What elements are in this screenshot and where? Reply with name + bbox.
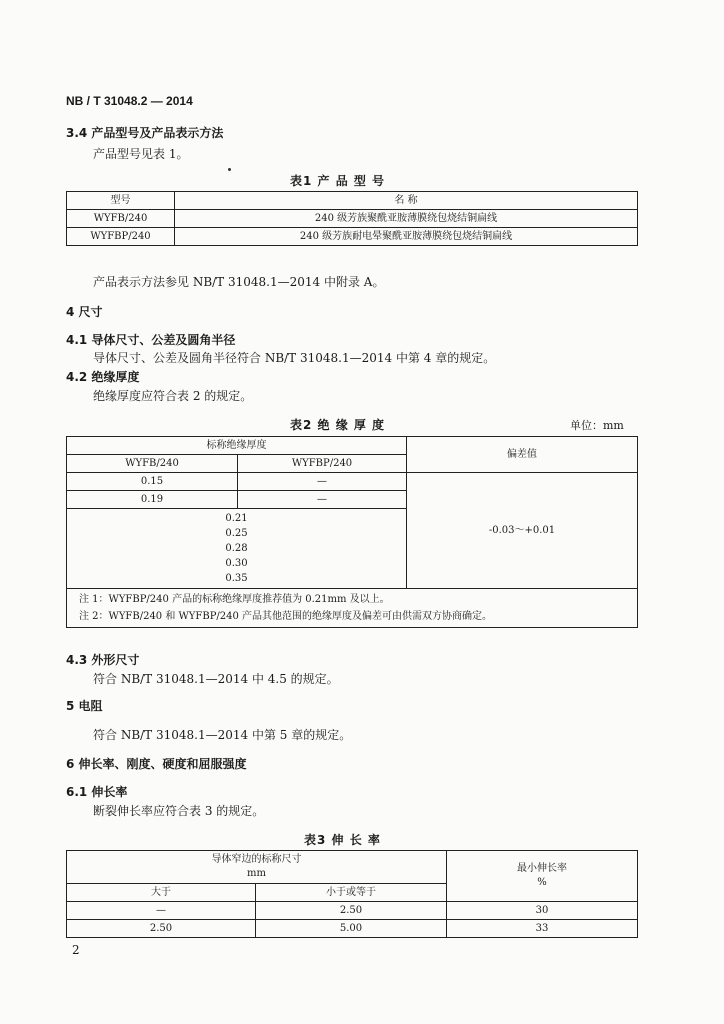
table3-col-lesser: 小于或等于 <box>256 884 447 902</box>
table2-col-wyfbp: WYFBP/240 <box>238 455 407 473</box>
table2-group-header: 标称绝缘厚度 <box>67 437 407 455</box>
section-4-1-text: 导体尺寸、公差及圆角半径符合 NB/T 31048.1—2014 中第 4 章的规定。 <box>93 351 496 365</box>
table1-cell: 240 级芳族耐电晕聚酰亚胺薄膜绕包烧结铜扁线 <box>175 228 638 246</box>
table3-group-unit: mm <box>247 868 266 879</box>
table3-col-greater: 大于 <box>67 884 256 902</box>
elongation-table <box>66 850 638 938</box>
section-4-2-title: 4.2 绝缘厚度 <box>66 370 140 384</box>
table3-cell: 2.50 <box>67 920 256 938</box>
section-4-3-text: 符合 NB/T 31048.1—2014 中 4.5 的规定。 <box>93 672 339 686</box>
table1-header-model: 型号 <box>67 192 175 210</box>
table3-group-header <box>67 851 447 884</box>
table2-shared-value: 0.28 <box>225 543 248 554</box>
product-model-table <box>66 191 638 246</box>
section-6-title: 6 伸长率、刚度、硬度和屈服强度 <box>66 757 247 771</box>
table1-cell: 240 级芳族聚酰亚胺薄膜绕包烧结铜扁线 <box>175 210 638 228</box>
section-5-text: 符合 NB/T 31048.1—2014 中第 5 章的规定。 <box>93 728 352 742</box>
table1-cell: WYFB/240 <box>67 210 175 228</box>
section-6-1-text: 断裂伸长率应符合表 3 的规定。 <box>93 804 265 818</box>
table2-caption: 表2 绝 缘 厚 度 <box>290 418 386 432</box>
table3-min-label: 最小伸长率 <box>517 863 567 874</box>
table2-col-wyfb: WYFB/240 <box>67 455 238 473</box>
table3-cell: 30 <box>447 902 638 920</box>
page-number: 2 <box>72 943 80 957</box>
table3-caption: 表3 伸 长 率 <box>304 833 381 847</box>
table3-cell: 33 <box>447 920 638 938</box>
section-4-3-title: 4.3 外形尺寸 <box>66 653 140 667</box>
table2-shared-value: 0.25 <box>225 528 248 539</box>
table1-caption: 表1 产 品 型 号 <box>290 174 386 188</box>
table3-group-label: 导体窄边的标称尺寸 <box>211 854 302 865</box>
table2-shared-value: 0.35 <box>225 573 248 584</box>
table2-shared-value: 0.30 <box>225 558 248 569</box>
section-3-4-text: 产品型号见表 1。 <box>93 147 189 161</box>
section-5-title: 5 电阻 <box>66 699 103 713</box>
table2-deviation-value: -0.03～+0.01 <box>407 473 638 589</box>
table3-min-unit: % <box>537 877 547 888</box>
section-4-title: 4 尺寸 <box>66 305 103 319</box>
table2-cell: — <box>238 473 407 491</box>
scan-speck <box>228 168 231 171</box>
table3-cell: — <box>67 902 256 920</box>
representation-text: 产品表示方法参见 NB/T 31048.1—2014 中附录 A。 <box>93 275 385 289</box>
table3-cell: 2.50 <box>256 902 447 920</box>
section-6-1-title: 6.1 伸长率 <box>66 785 128 799</box>
document-header: NB / T 31048.2 — 2014 <box>66 94 193 108</box>
table2-cell: 0.15 <box>67 473 238 491</box>
section-3-4-title: 3.4 产品型号及产品表示方法 <box>66 126 224 140</box>
table2-shared-value: 0.21 <box>225 513 248 524</box>
table2-unit: 单位：mm <box>570 419 624 432</box>
table2-note-2: 注 2：WYFB/240 和 WYFBP/240 产品其他范围的绝缘厚度及偏差可由供需双方协商确定。 <box>79 611 493 622</box>
table2-cell: — <box>238 491 407 509</box>
table1-cell: WYFBP/240 <box>67 228 175 246</box>
table3-cell: 5.00 <box>256 920 447 938</box>
section-4-1-title: 4.1 导体尺寸、公差及圆角半径 <box>66 333 236 347</box>
table2-shared-values <box>67 509 407 589</box>
table1-header-name: 名 称 <box>175 192 638 210</box>
section-4-2-text: 绝缘厚度应符合表 2 的规定。 <box>93 389 253 403</box>
table2-deviation-header: 偏差值 <box>407 437 638 473</box>
table2-notes <box>67 589 638 628</box>
table3-min-header <box>447 851 638 902</box>
table2-cell: 0.19 <box>67 491 238 509</box>
insulation-thickness-table <box>66 436 638 628</box>
table2-note-1: 注 1：WYFBP/240 产品的标称绝缘厚度推荐值为 0.21mm 及以上。 <box>79 594 390 605</box>
